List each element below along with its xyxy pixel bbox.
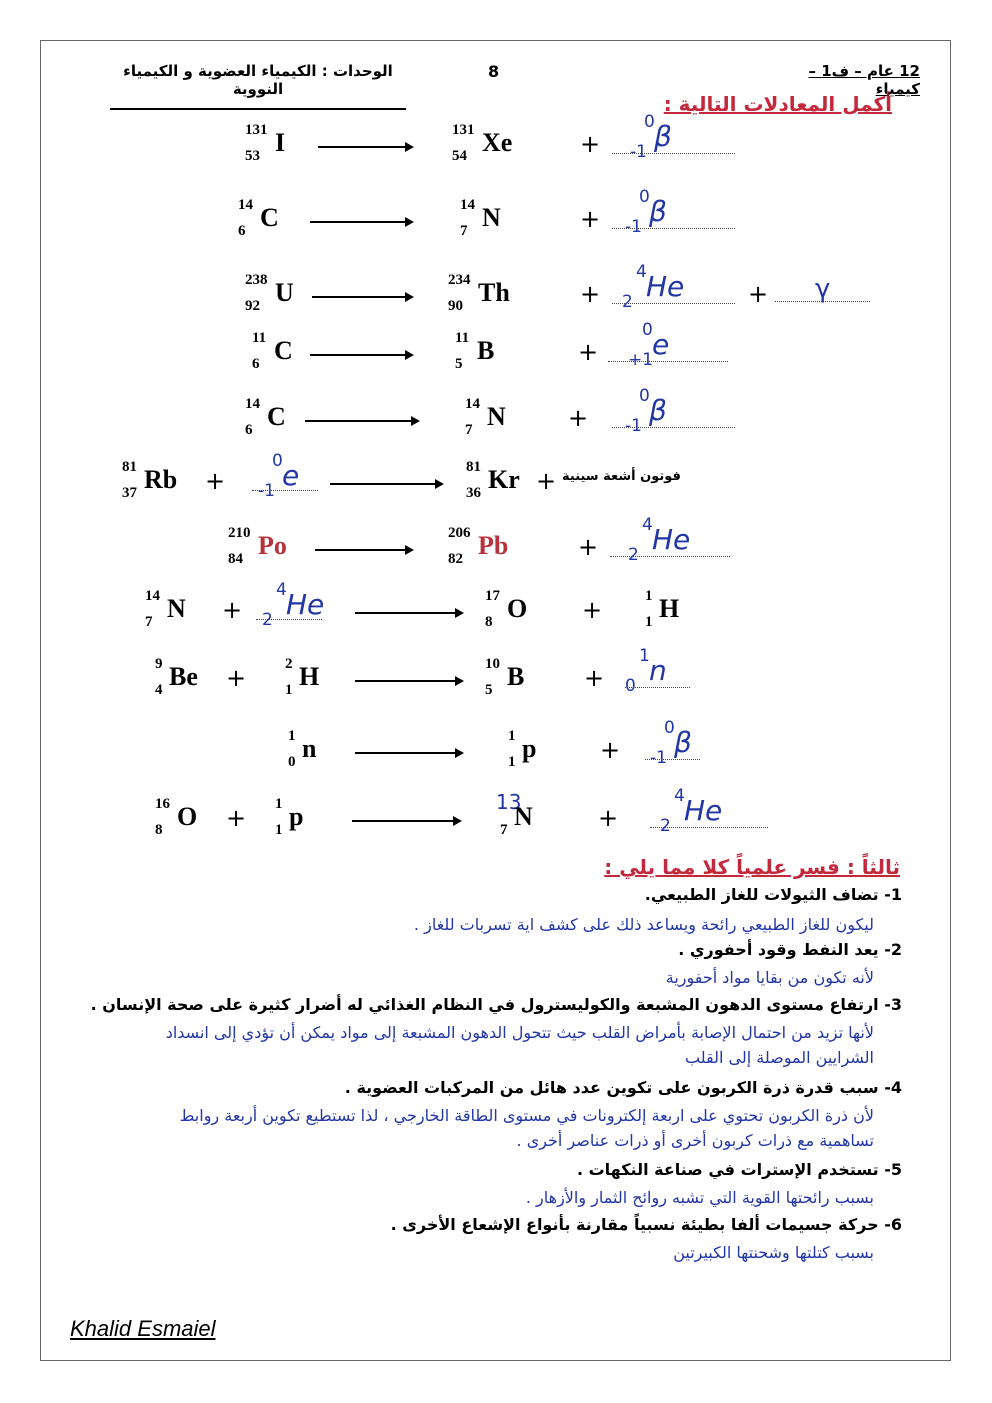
equation-8-reactant-1-mass-number: 14 <box>145 588 160 604</box>
equation-5-reactant-1-mass-number: 14 <box>245 396 260 412</box>
equation-3-reactant-1-symbol: U <box>275 278 294 307</box>
answer-3-line-2: الشرايين الموصلة إلى القلب <box>685 1048 874 1067</box>
equation-1-answer-handwritten-atomic-number: -1 <box>630 142 647 162</box>
equation-2-answer-handwritten-mass-number: 0 <box>639 187 650 207</box>
units-title: الوحدات : الكيمياء العضوية و الكيمياء النووية <box>110 62 406 110</box>
equation-7-reactant-1-atomic-number: 84 <box>228 551 243 567</box>
equation-6-plus-products: + <box>536 467 557 495</box>
equation-1-reactant-1-atomic-number: 53 <box>245 148 260 164</box>
equation-3-reactant-1-atomic-number: 92 <box>245 298 260 314</box>
equation-5-product-1-symbol: N <box>487 402 506 431</box>
equation-11-plus-products: + <box>598 804 619 832</box>
equation-5-product-1-mass-number: 14 <box>465 396 480 412</box>
section-explain-title: ثالثاً : فسر علمياً كلا مما يلي : <box>604 855 900 879</box>
equation-11-reactant-1-symbol: O <box>177 802 198 831</box>
equation-1-product-1-atomic-number: 54 <box>452 148 467 164</box>
equation-2-product-1-atomic-number: 7 <box>460 223 468 239</box>
equation-4-product-1-mass-number: 11 <box>455 330 470 346</box>
question-6: 6- حركة جسيمات ألفا بطيئة نسبياً مقارنة بأنواع الإشعاع الأخرى . <box>390 1215 902 1234</box>
equation-8-product-2-mass-number: 1 <box>645 588 653 604</box>
equation-9-reactant-2-symbol: H <box>299 662 320 691</box>
equation-8-product-1-mass-number: 17 <box>485 588 500 604</box>
equation-6-reactant-2-handwritten-atomic-number: -1 <box>258 481 275 501</box>
equation-7-answer-handwritten-symbol: He <box>652 523 691 556</box>
equation-8-product-1-symbol: O <box>507 594 528 623</box>
equation-11-product-1-symbol: N <box>514 802 533 831</box>
equation-5-answer-handwritten-atomic-number: -1 <box>625 416 642 436</box>
equation-4-product-1-atomic-number: 5 <box>455 356 463 372</box>
equation-2-product-1-symbol: N <box>482 203 501 232</box>
equation-10-reactant-1-symbol: n <box>302 734 317 763</box>
equation-7-answer-handwritten-atomic-number: 2 <box>628 545 639 565</box>
equation-9-reactant-2-atomic-number: 1 <box>285 682 293 698</box>
equation-3-product-1-mass-number: 234 <box>448 272 471 288</box>
equation-9-product-1-mass-number: 10 <box>485 656 500 672</box>
answer-3-line-1: لأنها تزيد من احتمال الإصابة بأمراض القلب حيث تتحول الدهون المشبعة إلى مواد يمكن أن تؤدي إلى انسداد <box>165 1023 874 1042</box>
equation-7-reactant-1-mass-number: 210 <box>228 525 251 541</box>
equation-3-product-1-symbol: Th <box>478 278 510 307</box>
equation-11-reactant-2-symbol: p <box>289 802 304 831</box>
equation-1-arrow <box>318 146 412 148</box>
equation-6-product-1-atomic-number: 36 <box>466 485 481 501</box>
equation-11-answer-handwritten-atomic-number: 2 <box>660 816 671 836</box>
equation-4-plus-products: + <box>578 338 599 366</box>
equation-11-answer-handwritten-mass-number: 4 <box>674 786 685 806</box>
equation-6-reactant-1-symbol: Rb <box>144 465 178 494</box>
equation-10-reactant-1-atomic-number: 0 <box>288 754 296 770</box>
equation-7-reactant-1-symbol: Po <box>258 531 287 560</box>
equation-5-reactant-1-symbol: C <box>267 402 286 431</box>
equation-8-plus-products: + <box>582 596 603 624</box>
equation-1-product-1-mass-number: 131 <box>452 122 475 138</box>
equation-9-reactant-1-mass-number: 9 <box>155 656 163 672</box>
equation-11-plus-reactants: + <box>226 804 247 832</box>
equation-10-answer-handwritten-atomic-number: -1 <box>650 748 667 768</box>
equation-1-answer-handwritten-mass-number: 0 <box>644 112 655 132</box>
section-complete-equations-title: أكمل المعادلات التالية : <box>663 92 892 116</box>
equation-7-product-1-atomic-number: 82 <box>448 551 463 567</box>
author-signature: Khalid Esmaiel <box>70 1316 216 1341</box>
equation-6-plus-reactants: + <box>205 467 226 495</box>
equation-6-xray-photon-label: فوتون أشعة سينية <box>562 469 681 484</box>
equation-10-product-1-symbol: p <box>522 734 537 763</box>
equation-3-answer-handwritten-mass-number: 4 <box>636 262 647 282</box>
equation-10-reactant-1-mass-number: 1 <box>288 728 296 744</box>
equation-9-arrow <box>355 680 462 682</box>
equation-8-reactant-2-handwritten-mass-number: 4 <box>276 580 287 600</box>
equation-8-plus-reactants: + <box>222 596 243 624</box>
equation-5-plus-products: + <box>568 404 589 432</box>
equation-7-plus-products: + <box>578 533 599 561</box>
equation-8-reactant-2-handwritten-symbol: He <box>286 588 325 621</box>
equation-5-arrow <box>305 420 418 422</box>
equation-10-answer-handwritten-symbol: β <box>674 726 692 759</box>
equation-8-reactant-2-blank <box>256 618 322 620</box>
equation-4-reactant-1-mass-number: 11 <box>252 330 267 346</box>
equation-6-arrow <box>330 483 442 485</box>
equation-5-answer-handwritten-mass-number: 0 <box>639 386 650 406</box>
equation-11-arrow <box>352 820 460 822</box>
equation-10-answer-handwritten-mass-number: 0 <box>664 718 675 738</box>
equation-10-arrow <box>355 752 462 754</box>
equation-11-product-1-handwritten-mass: 13 <box>496 790 522 814</box>
equation-1-answer-handwritten-symbol: β <box>654 120 672 153</box>
equation-9-plus-reactants: + <box>226 664 247 692</box>
equation-3-arrow <box>312 296 412 298</box>
equation-10-plus-products: + <box>600 736 621 764</box>
equation-11-reactant-2-mass-number: 1 <box>275 796 283 812</box>
equation-8-reactant-2-handwritten-atomic-number: 2 <box>262 610 273 630</box>
equation-3-gamma-handwritten: γ <box>815 274 831 304</box>
equation-9-reactant-2-mass-number: 2 <box>285 656 293 672</box>
answer-4-line-2: تساهمية مع ذرات كربون أخرى أو ذرات عناصر أخرى . <box>516 1131 874 1150</box>
equation-3-plus-gamma: + <box>748 280 769 308</box>
equation-6-reactant-1-atomic-number: 37 <box>122 485 137 501</box>
equation-2-answer-handwritten-atomic-number: -1 <box>625 217 642 237</box>
answer-5-line-1: بسبب رائحتها القوية التي تشبه روائح الثمار والأزهار . <box>525 1188 874 1207</box>
page-number: 8 <box>488 62 500 81</box>
equation-4-answer-handwritten-atomic-number: +1 <box>628 350 654 370</box>
equation-7-product-1-mass-number: 206 <box>448 525 471 541</box>
equation-9-product-1-symbol: B <box>507 662 525 691</box>
equation-9-reactant-1-symbol: Be <box>169 662 198 691</box>
equation-3-product-1-atomic-number: 90 <box>448 298 463 314</box>
grade-subject: 12 عام – ف1 – كيمياء <box>808 62 920 98</box>
equation-9-answer-handwritten-mass-number: 1 <box>639 646 650 666</box>
equation-5-answer-handwritten-symbol: β <box>649 394 667 427</box>
equation-10-product-1-mass-number: 1 <box>508 728 516 744</box>
equation-7-product-1-symbol: Pb <box>478 531 509 560</box>
equation-1-plus-products: + <box>580 130 601 158</box>
equation-3-plus-products: + <box>580 280 601 308</box>
equation-6-reactant-2-blank <box>252 489 318 491</box>
equation-11-answer-handwritten-symbol: He <box>684 794 723 827</box>
equation-3-answer-handwritten-symbol: He <box>646 270 685 303</box>
equation-8-product-2-atomic-number: 1 <box>645 614 653 630</box>
equation-4-reactant-1-symbol: C <box>274 336 293 365</box>
equation-6-reactant-1-mass-number: 81 <box>122 459 137 475</box>
equation-6-reactant-2-handwritten-symbol: e <box>282 459 300 492</box>
equation-6-reactant-2-handwritten-mass-number: 0 <box>272 451 283 471</box>
answer-6-line-1: بسبب كتلتها وشحنتها الكبيرتين <box>673 1243 874 1262</box>
equation-4-answer-handwritten-mass-number: 0 <box>642 320 653 340</box>
equation-9-answer-handwritten-symbol: n <box>649 654 667 687</box>
equation-8-arrow <box>355 612 462 614</box>
equation-11-reactant-2-atomic-number: 1 <box>275 822 283 838</box>
answer-4-line-1: لأن ذرة الكربون تحتوي على اربعة إلكترونات في مستوى الطاقة الخارجي ، لذا تستطيع تكوين أربعة روابط <box>179 1106 874 1125</box>
equation-2-plus-products: + <box>580 205 601 233</box>
equation-8-product-1-atomic-number: 8 <box>485 614 493 630</box>
equation-8-reactant-1-atomic-number: 7 <box>145 614 153 630</box>
equation-2-reactant-1-atomic-number: 6 <box>238 223 246 239</box>
answer-1-line-1: ليكون للغاز الطبيعي رائحة ويساعد ذلك على كشف اية تسربات للغاز . <box>413 915 874 934</box>
equation-2-reactant-1-mass-number: 14 <box>238 197 253 213</box>
equation-2-answer-handwritten-symbol: β <box>649 195 667 228</box>
equation-7-arrow <box>315 549 412 551</box>
equation-6-product-1-symbol: Kr <box>488 465 520 494</box>
equation-4-answer-handwritten-symbol: e <box>652 328 670 361</box>
equation-1-reactant-1-mass-number: 131 <box>245 122 268 138</box>
equation-8-reactant-1-symbol: N <box>167 594 186 623</box>
question-2: 2- يعد النفط وقود أحفوري . <box>678 940 902 959</box>
equation-4-reactant-1-atomic-number: 6 <box>252 356 260 372</box>
equation-9-answer-handwritten-atomic-number: 0 <box>625 676 636 696</box>
equation-9-plus-products: + <box>584 664 605 692</box>
equation-11-reactant-1-mass-number: 16 <box>155 796 170 812</box>
equation-5-product-1-atomic-number: 7 <box>465 422 473 438</box>
question-1: 1- تضاف الثيولات للغاز الطبيعي. <box>644 885 902 904</box>
equation-3-answer-handwritten-atomic-number: 2 <box>622 292 633 312</box>
equation-4-product-1-symbol: B <box>477 336 495 365</box>
equation-1-reactant-1-symbol: I <box>275 128 286 157</box>
equation-9-product-1-atomic-number: 5 <box>485 682 493 698</box>
equation-2-reactant-1-symbol: C <box>260 203 279 232</box>
question-3: 3- ارتفاع مستوى الدهون المشبعة والكوليسترول في النظام الغذائي له أضرار كثيرة على صحة الإنسان . <box>90 995 902 1014</box>
equation-11-product-1-atomic-number: 7 <box>500 822 508 838</box>
equation-11-reactant-1-atomic-number: 8 <box>155 822 163 838</box>
question-4: 4- سبب قدرة ذرة الكربون على تكوين عدد هائل من المركبات العضوية . <box>344 1078 902 1097</box>
answer-2-line-1: لأنه تكون من بقايا مواد أحفورية <box>665 968 874 987</box>
equation-8-product-2-symbol: H <box>659 594 680 623</box>
equation-2-product-1-mass-number: 14 <box>460 197 475 213</box>
question-5: 5- تستخدم الإسترات في صناعة النكهات . <box>576 1160 902 1179</box>
equation-10-product-1-atomic-number: 1 <box>508 754 516 770</box>
equation-4-arrow <box>310 354 412 356</box>
equation-7-answer-handwritten-mass-number: 4 <box>642 515 653 535</box>
equation-6-product-1-mass-number: 81 <box>466 459 481 475</box>
equation-9-reactant-1-atomic-number: 4 <box>155 682 163 698</box>
equation-5-reactant-1-atomic-number: 6 <box>245 422 253 438</box>
equation-2-arrow <box>310 221 412 223</box>
equation-1-product-1-symbol: Xe <box>482 128 513 157</box>
equation-3-reactant-1-mass-number: 238 <box>245 272 268 288</box>
